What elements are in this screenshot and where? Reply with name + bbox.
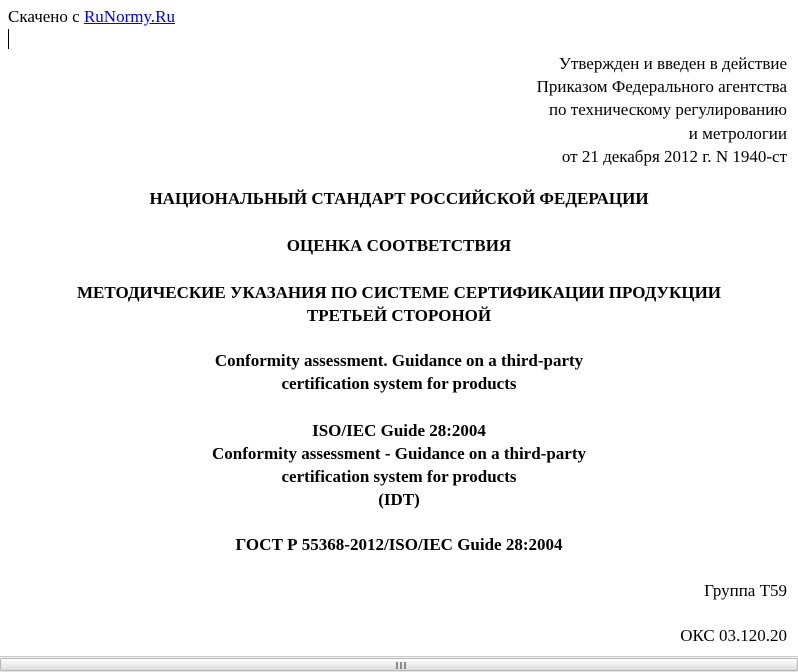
standard-designation: ГОСТ Р 55368-2012/ISO/IEC Guide 28:2004 (235, 535, 563, 554)
scrollbar-thumb[interactable] (0, 658, 798, 671)
source-line (8, 7, 175, 27)
subject-heading: ОЦЕНКА СООТВЕТСТВИЯ (286, 236, 512, 255)
approval-line: и метрологии (688, 123, 787, 143)
oks-label: ОКС 03.120.20 (680, 626, 787, 645)
title-russian: МЕТОДИЧЕСКИЕ УКАЗАНИЯ ПО СИСТЕМЕ СЕРТИФИКАЦИИ ПРОДУКЦИИ ТРЕТЬЕЙ СТОРОНОЙ (76, 283, 722, 325)
runormy-link[interactable]: RuNormy.Ru (83, 7, 175, 26)
group-label: Группа Т59 (704, 581, 787, 600)
horizontal-scrollbar[interactable] (0, 656, 798, 672)
source-prefix: Скачено с (8, 7, 84, 26)
grip-icon (396, 662, 406, 669)
text-cursor (8, 29, 9, 49)
approval-line: по техническому регулированию (548, 100, 787, 120)
title-english: Conformity assessment. Guidance on a third-party certification system for products (214, 351, 584, 393)
approval-block (537, 52, 787, 168)
approval-line: Приказом Федерального агентства (536, 77, 787, 97)
iso-reference: ISO/IEC Guide 28:2004 Conformity assessment - Guidance on a third-party certification system for products (IDT) (212, 421, 586, 509)
national-standard-heading: НАЦИОНАЛЬНЫЙ СТАНДАРТ РОССИЙСКОЙ ФЕДЕРАЦИИ (149, 189, 649, 208)
approval-line: от 21 декабря 2012 г. N 1940-ст (561, 146, 787, 166)
approval-line: Утвержден и введен в действие (558, 54, 787, 73)
